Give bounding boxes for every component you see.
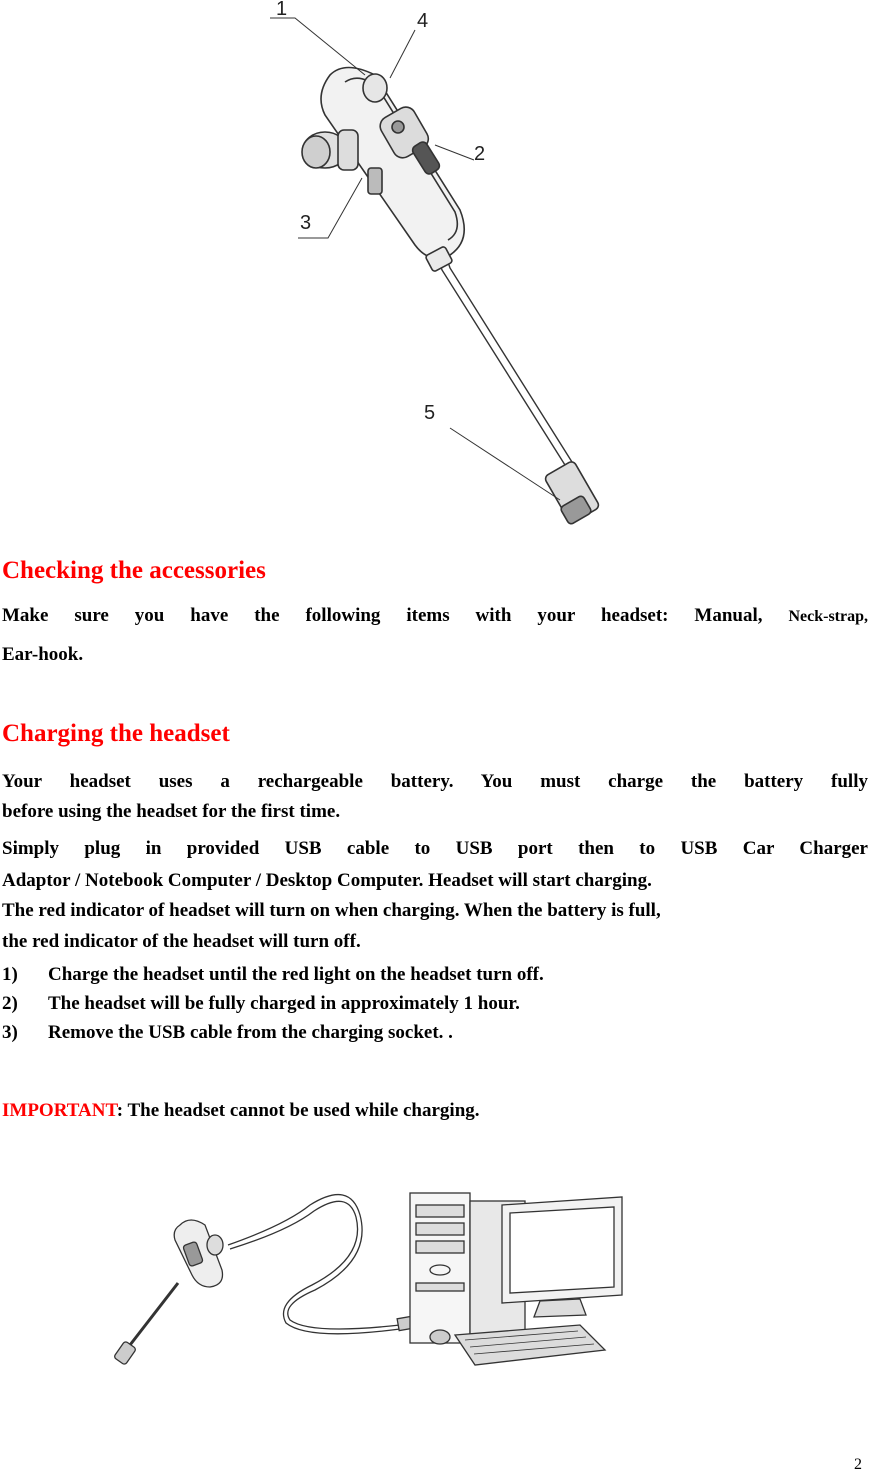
accessories-line-2: Ear-hook. — [2, 644, 84, 665]
charging-setup-drawing — [110, 1185, 630, 1375]
step-number: 2) — [2, 993, 18, 1014]
callout-1: 1 — [276, 0, 288, 20]
charging-setup-diagram — [110, 1185, 630, 1375]
callout-4: 4 — [417, 10, 429, 32]
headset-drawing — [250, 0, 610, 530]
step-item — [2, 989, 868, 1018]
accessories-neck-strap: Neck-strap, — [788, 608, 869, 625]
important-label: IMPORTANT — [2, 1100, 117, 1121]
important-note — [2, 1100, 480, 1122]
accessories-line-1 — [2, 602, 868, 631]
charging-heading: Charging the headset — [2, 720, 230, 747]
important-text: : The headset cannot be used while charging. — [116, 1100, 480, 1121]
accessories-items: Make sure you have the following items with your headset: Manual, — [2, 605, 763, 626]
step-item — [2, 960, 868, 989]
step-text: Charge the headset until the red light on the headset turn off. — [48, 964, 544, 985]
charging-line-1: Your headset uses a rechargeable battery. You must charge the battery fully — [2, 771, 868, 792]
callout-5: 5 — [424, 402, 436, 424]
step-number: 1) — [2, 964, 18, 985]
accessories-heading: Checking the accessories — [2, 557, 266, 584]
charging-line-5: The red indicator of headset will turn on when charging. When the battery is full, — [2, 900, 661, 921]
callout-3: 3 — [300, 212, 312, 234]
step-number: 3) — [2, 1022, 18, 1043]
charging-steps — [2, 960, 868, 1047]
step-text: The headset will be fully charged in approximately 1 hour. — [48, 993, 520, 1014]
step-item — [2, 1018, 868, 1047]
callout-2: 2 — [474, 143, 486, 165]
headset-diagram — [250, 0, 610, 530]
page-number: 2 — [854, 1456, 862, 1473]
charging-line-4: Adaptor / Notebook Computer / Desktop Computer. Headset will start charging. — [2, 870, 652, 891]
charging-line-2: before using the headset for the first time. — [2, 801, 341, 822]
charging-line-3: Simply plug in provided USB cable to USB port then to USB Car Charger — [2, 838, 868, 859]
step-text: Remove the USB cable from the charging socket. . — [48, 1022, 453, 1043]
charging-line-6: the red indicator of the headset will turn off. — [2, 931, 361, 952]
